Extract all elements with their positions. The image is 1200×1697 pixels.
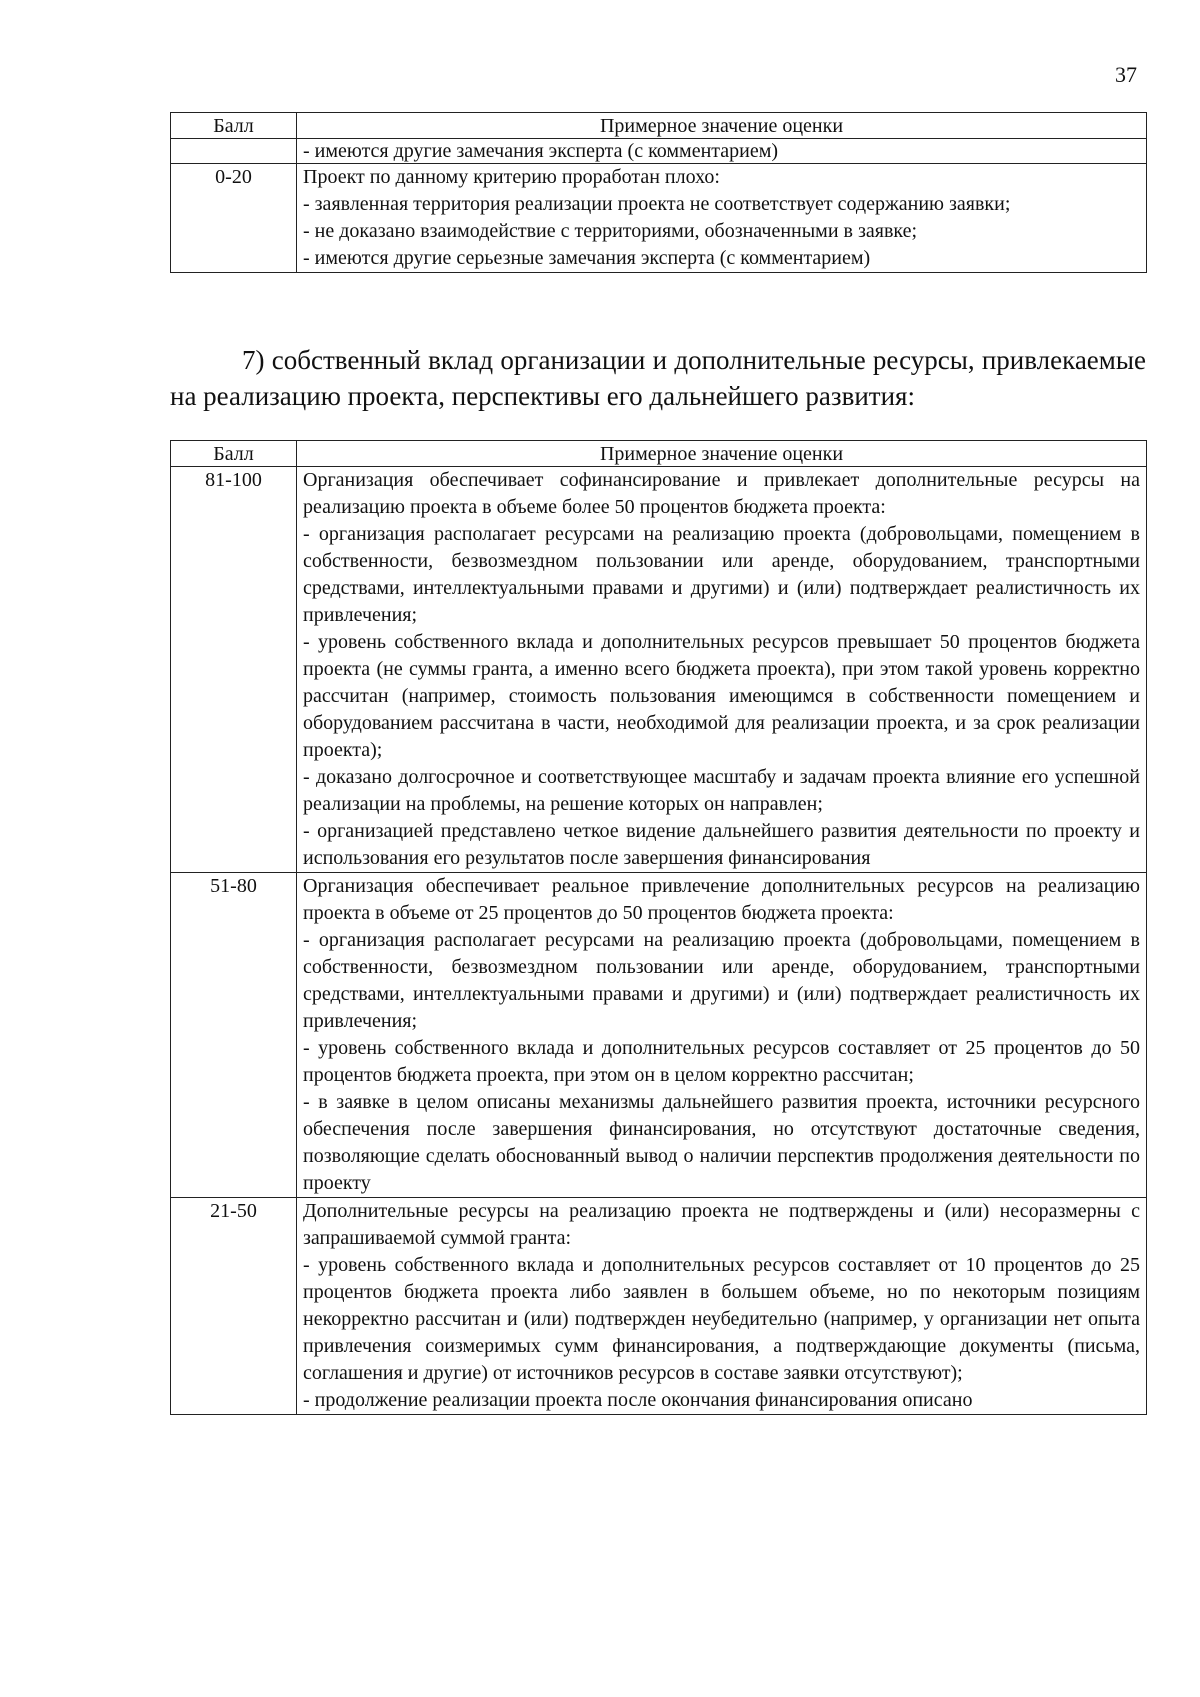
- description-cell: [297, 139, 1147, 164]
- description-line: - в заявке в целом описаны механизмы дальнейшего развития проекта, источники ресурсного обеспечения после завершения финансирования, но отсутствуют достаточные сведения, позволяющие сделать обоснованный вывод о наличии перспектив продолжения деятельности по проекту: [303, 1091, 1140, 1194]
- description-line: - уровень собственного вклада и дополнительных ресурсов составляет от 10 процентов до 25 процентов бюджета проекта либо заявлен в большем объеме, но по некоторым позициям некорректно рассчитан и (или) подтвержден неубедительно (например, у организации нет опыта привлечения соизмеримых сумм финансирования, а подтверждающие документы (письма, соглашения и другие) от источников ресурсов в составе заявки отсутствуют);: [303, 1254, 1140, 1384]
- score-cell: 0-20: [171, 164, 297, 273]
- score-cell: [171, 139, 297, 164]
- score-cell: 81-100: [171, 467, 297, 873]
- header-description: Примерное значение оценки: [297, 441, 1147, 467]
- criteria-table-6-continued: [170, 112, 1147, 273]
- description-line: - уровень собственного вклада и дополнительных ресурсов превышает 50 процентов бюджета проекта (не суммы гранта, а именно всего бюджета проекта), при этом такой уровень корректно рассчитан (например, стоимость пользования имеющимся в собственности помещением и оборудованием рассчитана в части, необходимой для реализации проекта, и за срок реализации проекта);: [303, 631, 1140, 761]
- description-line: - имеются другие замечания эксперта (с комментарием): [303, 140, 779, 162]
- score-cell: 51-80: [171, 873, 297, 1198]
- table-row: [171, 873, 1147, 1198]
- description-line: - организация располагает ресурсами на реализацию проекта (добровольцами, помещением в собственности, безвозмездном пользовании или аренде, оборудованием, транспортными средствами, интеллектуальными правами и другими) и (или) подтверждает реалистичность их привлечения;: [303, 929, 1140, 1032]
- header-score: Балл: [171, 441, 297, 467]
- description-line: - не доказано взаимодействие с территориями, обозначенными в заявке;: [303, 220, 918, 242]
- description-line: - уровень собственного вклада и дополнительных ресурсов составляет от 25 процентов до 50 процентов бюджета проекта, при этом он в целом корректно рассчитан;: [303, 1037, 1140, 1086]
- table-header-row: [171, 113, 1147, 139]
- criterion-7-text: 7) собственный вклад организации и дополнительные ресурсы, привлекаемые на реализацию проекта, перспективы его дальнейшего развития:: [170, 345, 1146, 411]
- description-cell: [297, 164, 1147, 273]
- description-line: - заявленная территория реализации проекта не соответствует содержанию заявки;: [303, 193, 1011, 215]
- description-line: Дополнительные ресурсы на реализацию проекта не подтверждены и (или) несоразмерны с запрашиваемой суммой гранта:: [303, 1200, 1140, 1249]
- description-cell: [297, 873, 1147, 1198]
- table-row: [171, 467, 1147, 873]
- page-number: 37: [1115, 62, 1137, 87]
- criteria-table-7: [170, 440, 1147, 1415]
- description-line: - организация располагает ресурсами на реализацию проекта (добровольцами, помещением в собственности, безвозмездном пользовании или аренде, оборудованием, транспортными средствами, интеллектуальными правами и другими) и (или) подтверждает реалистичность их привлечения;: [303, 523, 1140, 626]
- description-line: - продолжение реализации проекта после окончания финансирования описано: [303, 1389, 973, 1411]
- score-cell: 21-50: [171, 1198, 297, 1415]
- description-line: Организация обеспечивает реальное привлечение дополнительных ресурсов на реализацию проекта в объеме от 25 процентов до 50 процентов бюджета проекта:: [303, 875, 1140, 924]
- header-description: Примерное значение оценки: [297, 113, 1147, 139]
- table-row: [171, 164, 1147, 273]
- description-line: Организация обеспечивает софинансирование и привлекает дополнительные ресурсы на реализацию проекта в объеме более 50 процентов бюджета проекта:: [303, 469, 1140, 518]
- description-line: - организацией представлено четкое видение дальнейшего развития деятельности по проекту и использования его результатов после завершения финансирования: [303, 820, 1140, 869]
- description-cell: [297, 1198, 1147, 1415]
- description-line: - доказано долгосрочное и соответствующее масштабу и задачам проекта влияние его успешной реализации на проблемы, на решение которых он направлен;: [303, 766, 1140, 815]
- criterion-7-heading: [170, 342, 1146, 414]
- header-score: Балл: [171, 113, 297, 139]
- table-header-row: [171, 441, 1147, 467]
- description-line: Проект по данному критерию проработан плохо:: [303, 166, 720, 188]
- table-row: [171, 139, 1147, 164]
- table-row: [171, 1198, 1147, 1415]
- description-line: - имеются другие серьезные замечания эксперта (с комментарием): [303, 247, 871, 269]
- description-cell: [297, 467, 1147, 873]
